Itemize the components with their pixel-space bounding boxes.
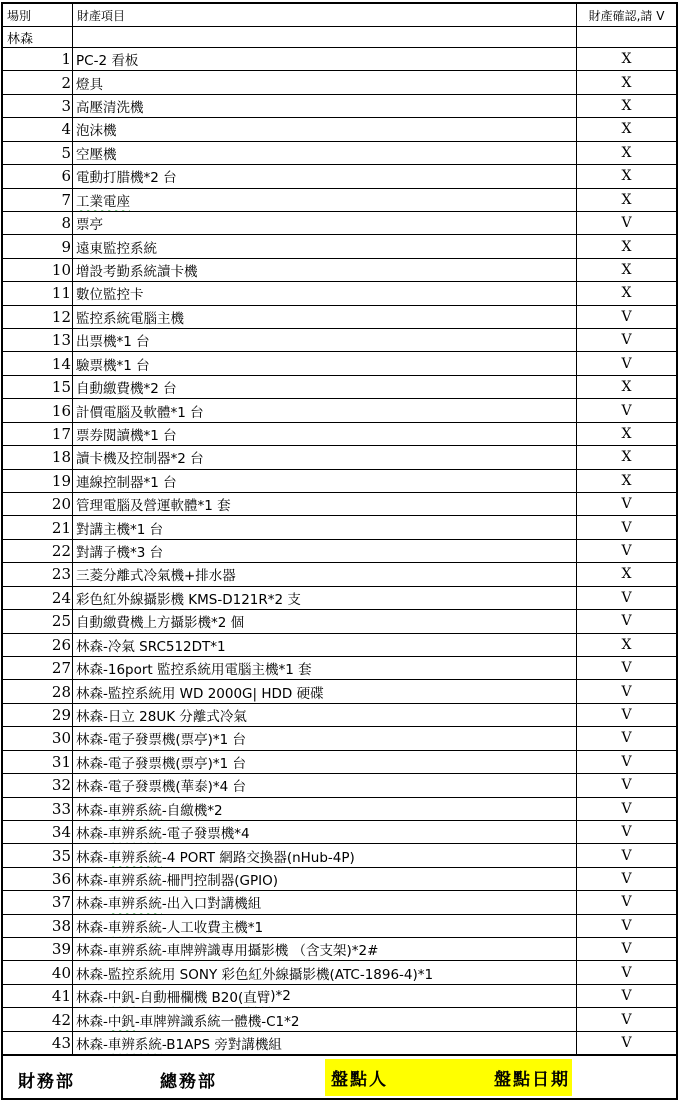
table-row: [3, 71, 676, 94]
confirm-mark: X: [621, 144, 632, 161]
row-number: 16: [3, 399, 73, 421]
row-number: 34: [3, 821, 73, 843]
row-number: 31: [3, 751, 73, 773]
counter-label: 盤點人: [331, 1070, 388, 1090]
row-number: 37: [3, 891, 73, 913]
confirm-mark: X: [621, 379, 632, 396]
spellcheck-wavy-underline: 車辨系統: [107, 1036, 162, 1053]
item-name: 自動繳費機*2 台: [73, 376, 577, 398]
item-name: 對講子機*3 台: [73, 540, 577, 562]
confirm-mark: V: [621, 660, 632, 677]
finance-dept-label: 財務部: [18, 1072, 75, 1092]
site-row-empty-item-cell: [73, 27, 577, 47]
confirm-mark: V: [621, 707, 632, 724]
confirm-mark: X: [621, 238, 632, 255]
row-number: 25: [3, 610, 73, 632]
confirm-mark: X: [621, 472, 632, 489]
table-row: [3, 446, 676, 469]
row-number: 29: [3, 704, 73, 726]
confirm-mark: V: [621, 543, 632, 560]
confirm-mark: V: [621, 613, 632, 630]
row-number: 10: [3, 259, 73, 281]
row-number: 20: [3, 493, 73, 515]
row-number: 15: [3, 376, 73, 398]
table-row: [3, 774, 676, 797]
confirm-mark: X: [621, 262, 632, 278]
item-name: 自動繳費機上方攝影機*2 個: [73, 610, 577, 632]
table-row: [3, 282, 676, 305]
row-number: 33: [3, 798, 73, 820]
confirm-mark: V: [621, 308, 632, 325]
site-row: [3, 27, 676, 48]
spellcheck-wavy-underline: 車辨系統: [107, 849, 162, 866]
confirm-mark: V: [621, 824, 632, 841]
table-row: [3, 563, 676, 586]
confirm-mark: X: [621, 168, 632, 185]
confirm-mark: V: [621, 355, 632, 372]
table-row: [3, 868, 676, 891]
item-name: 林森- 車辨系統 -自繳機*2: [73, 798, 577, 820]
confirm-mark: V: [621, 519, 632, 536]
table-row: [3, 798, 676, 821]
item-name: 出票機*1 台: [73, 329, 577, 351]
item-name: 林森- 車辨系統 -車牌辨識專用攝影機 （含支架)*2#: [73, 938, 577, 960]
item-name: 票亭: [73, 212, 577, 234]
table-row: [3, 540, 676, 563]
table-row: [3, 352, 676, 375]
count-date-label: 盤點日期: [494, 1070, 570, 1090]
item-name: 讀卡機及控制器*2 台: [73, 446, 577, 468]
item-name: 林森- 車辨系統 -電子發票機*4: [73, 821, 577, 843]
row-number: 39: [3, 938, 73, 960]
confirm-mark: X: [621, 51, 632, 68]
item-name: 遠東監控系統: [73, 235, 577, 257]
item-name: PC-2 看板: [73, 48, 577, 70]
confirm-mark: V: [621, 730, 632, 747]
row-number: 17: [3, 423, 73, 445]
confirm-mark: V: [621, 589, 632, 606]
table-row: [3, 704, 676, 727]
table-row: [3, 306, 676, 329]
confirm-mark: V: [621, 988, 632, 1005]
table-row: [3, 329, 676, 352]
header-site-col: 場別: [3, 4, 73, 26]
item-name: 票券閱讀機*1 台: [73, 423, 577, 445]
inventory-table: [3, 4, 676, 1054]
general-dept-label: 總務部: [160, 1072, 217, 1092]
item-name: 增設考勤系統讀卡機: [73, 259, 577, 281]
confirm-mark: X: [621, 449, 632, 466]
table-row: [3, 48, 676, 71]
site-row-empty-confirm-cell: [577, 27, 676, 47]
row-number: 12: [3, 306, 73, 328]
item-name: 林森- 車辨系統 -4 PORT 網路交換器(nHub-4P): [73, 844, 577, 866]
confirm-mark: V: [621, 964, 632, 981]
row-number: 35: [3, 844, 73, 866]
table-row: [3, 189, 676, 212]
confirm-mark: X: [621, 425, 632, 442]
item-name: 三菱分離式冷氣機+排水器: [73, 563, 577, 585]
table-header-row: [3, 4, 676, 27]
row-number: 42: [3, 1008, 73, 1030]
row-number: 26: [3, 634, 73, 656]
item-name: 林森-監控系統用 WD 2000G| HDD 硬碟: [73, 680, 577, 702]
table-row: [3, 610, 676, 633]
item-name: 林森- 中釩 -車牌辨識系統一體機-C1*2: [73, 1008, 577, 1030]
row-number: 41: [3, 985, 73, 1007]
row-number: 40: [3, 961, 73, 983]
confirm-mark: V: [621, 683, 632, 700]
row-number: 28: [3, 680, 73, 702]
confirm-mark: V: [621, 496, 632, 513]
item-name: 對講主機*1 台: [73, 516, 577, 538]
spellcheck-wavy-underline: 中釩: [107, 1013, 135, 1030]
table-row: [3, 821, 676, 844]
row-number: 5: [3, 142, 73, 164]
row-number: 36: [3, 868, 73, 890]
spellcheck-wavy-underline: 車辨系統: [107, 919, 162, 936]
confirm-mark: X: [621, 636, 632, 653]
table-row: [3, 938, 676, 961]
confirm-mark: V: [621, 894, 632, 911]
item-name: 彩色紅外線攝影機 KMS-D121R*2 支: [73, 587, 577, 609]
confirm-mark: V: [621, 753, 632, 770]
row-number: 18: [3, 446, 73, 468]
row-number: 24: [3, 587, 73, 609]
item-name: 林森-電子發票機(票亭)*1 台: [73, 727, 577, 749]
table-row: [3, 516, 676, 539]
spellcheck-wavy-underline: 車辨系統: [107, 826, 162, 843]
spellcheck-wavy-underline: 車辨系統: [107, 943, 162, 960]
table-row: [3, 657, 676, 680]
item-name: 驗票機*1 台: [73, 352, 577, 374]
item-name: 林森-日立 28UK 分離式冷氣: [73, 704, 577, 726]
rows-container: [3, 48, 676, 1054]
table-row: [3, 95, 676, 118]
confirm-mark: X: [621, 566, 632, 583]
confirm-mark: V: [621, 402, 632, 419]
confirm-mark: V: [621, 870, 632, 887]
row-number: 27: [3, 657, 73, 679]
item-name: 燈具: [73, 71, 577, 93]
row-number: 32: [3, 774, 73, 796]
site-name: 林森: [3, 27, 73, 47]
item-name: 連線控制器*1 台: [73, 470, 577, 492]
row-number: 38: [3, 915, 73, 937]
row-number: 22: [3, 540, 73, 562]
row-number: 19: [3, 470, 73, 492]
item-name: 林森- 車辨系統 -人工收費主機*1: [73, 915, 577, 937]
item-name: 電動打腊機*2 台: [73, 165, 577, 187]
inventory-sheet: [1, 2, 678, 1100]
confirm-mark: X: [621, 191, 632, 208]
table-row: [3, 212, 676, 235]
row-number: 11: [3, 282, 73, 304]
row-number: 8: [3, 212, 73, 234]
item-name: 計價電腦及軟體*1 台: [73, 399, 577, 421]
table-row: [3, 259, 676, 282]
confirm-mark: X: [621, 98, 632, 115]
item-name: 林森- 車辨系統 -柵門控制器(GPIO): [73, 868, 577, 890]
header-confirm-col: 財產確認,請 V: [588, 8, 665, 23]
confirm-mark: V: [621, 332, 632, 349]
item-name: 監控系統電腦主機: [73, 306, 577, 328]
confirm-mark: X: [621, 74, 632, 91]
confirm-mark: V: [621, 777, 632, 794]
spellcheck-wavy-underline: 工業電座: [76, 193, 130, 210]
table-row: [3, 751, 676, 774]
confirm-mark: V: [621, 941, 632, 958]
table-row: [3, 423, 676, 446]
row-number: 14: [3, 352, 73, 374]
spellcheck-wavy-underline: 車辨系統: [107, 872, 162, 889]
table-row: [3, 961, 676, 984]
confirm-mark: V: [621, 800, 632, 817]
row-number: 3: [3, 95, 73, 117]
highlight-band: [325, 1059, 572, 1096]
spellcheck-wavy-underline: 車辨系統: [107, 802, 162, 819]
table-row: [3, 680, 676, 703]
item-name: [73, 189, 577, 211]
spellcheck-wavy-underline: 車辨系統: [107, 896, 162, 913]
item-name: 數位監控卡: [73, 282, 577, 304]
table-row: [3, 844, 676, 867]
item-name: 林森-電子發票機(華泰)*4 台: [73, 774, 577, 796]
table-row: [3, 727, 676, 750]
row-number: 1: [3, 48, 73, 70]
confirm-mark: V: [621, 1011, 632, 1028]
item-name: 林森-冷氣 SRC512DT*1: [73, 634, 577, 656]
confirm-mark: X: [621, 285, 632, 302]
table-row: [3, 165, 676, 188]
table-row: [3, 1008, 676, 1031]
header-item-col: 財產項目: [73, 4, 577, 26]
table-row: [3, 891, 676, 914]
table-row: [3, 399, 676, 422]
row-number: 9: [3, 235, 73, 257]
item-name: 高壓清洗機: [73, 95, 577, 117]
row-number: 7: [3, 189, 73, 211]
row-number: 23: [3, 563, 73, 585]
confirm-mark: V: [621, 917, 632, 934]
spellcheck-wavy-underline: 中釩: [107, 990, 135, 1007]
table-row: [3, 142, 676, 165]
table-row: [3, 470, 676, 493]
item-name: 林森- 車辨系統 -B1APS 旁對講機組: [73, 1032, 577, 1054]
item-name: 林森-電子發票機(票亭)*1 台: [73, 751, 577, 773]
table-row: [3, 915, 676, 938]
item-name: 林森- 車辨系統 -出入口對講機組: [73, 891, 577, 913]
table-row: [3, 1032, 676, 1054]
spellcheck-wavy-underline: 直臂: [243, 990, 271, 1007]
confirm-mark: V: [621, 1034, 632, 1051]
table-row: [3, 118, 676, 141]
row-number: 2: [3, 71, 73, 93]
item-name: 管理電腦及營運軟體*1 套: [73, 493, 577, 515]
row-number: 43: [3, 1032, 73, 1054]
row-number: 4: [3, 118, 73, 140]
table-row: [3, 985, 676, 1008]
item-name: 林森- 中釩 -自動柵欄機 B20( 直臂 )*2: [73, 985, 577, 1007]
row-number: 6: [3, 165, 73, 187]
table-row: [3, 587, 676, 610]
item-name: 泡沫機: [73, 118, 577, 140]
row-number: 30: [3, 727, 73, 749]
item-name: 林森-監控系統用 SONY 彩色紅外線攝影機(ATC-1896-4)*1: [73, 961, 577, 983]
row-number: 13: [3, 329, 73, 351]
table-row: [3, 634, 676, 657]
confirm-mark: X: [621, 121, 632, 138]
confirm-mark: V: [621, 847, 632, 864]
item-name: 林森-16port 監控系統用電腦主機*1 套: [73, 657, 577, 679]
footer-row: [3, 1054, 676, 1100]
confirm-mark: V: [621, 215, 632, 232]
item-name: 空壓機: [73, 142, 577, 164]
table-row: [3, 235, 676, 258]
table-row: [3, 493, 676, 516]
row-number: 21: [3, 516, 73, 538]
table-row: [3, 376, 676, 399]
